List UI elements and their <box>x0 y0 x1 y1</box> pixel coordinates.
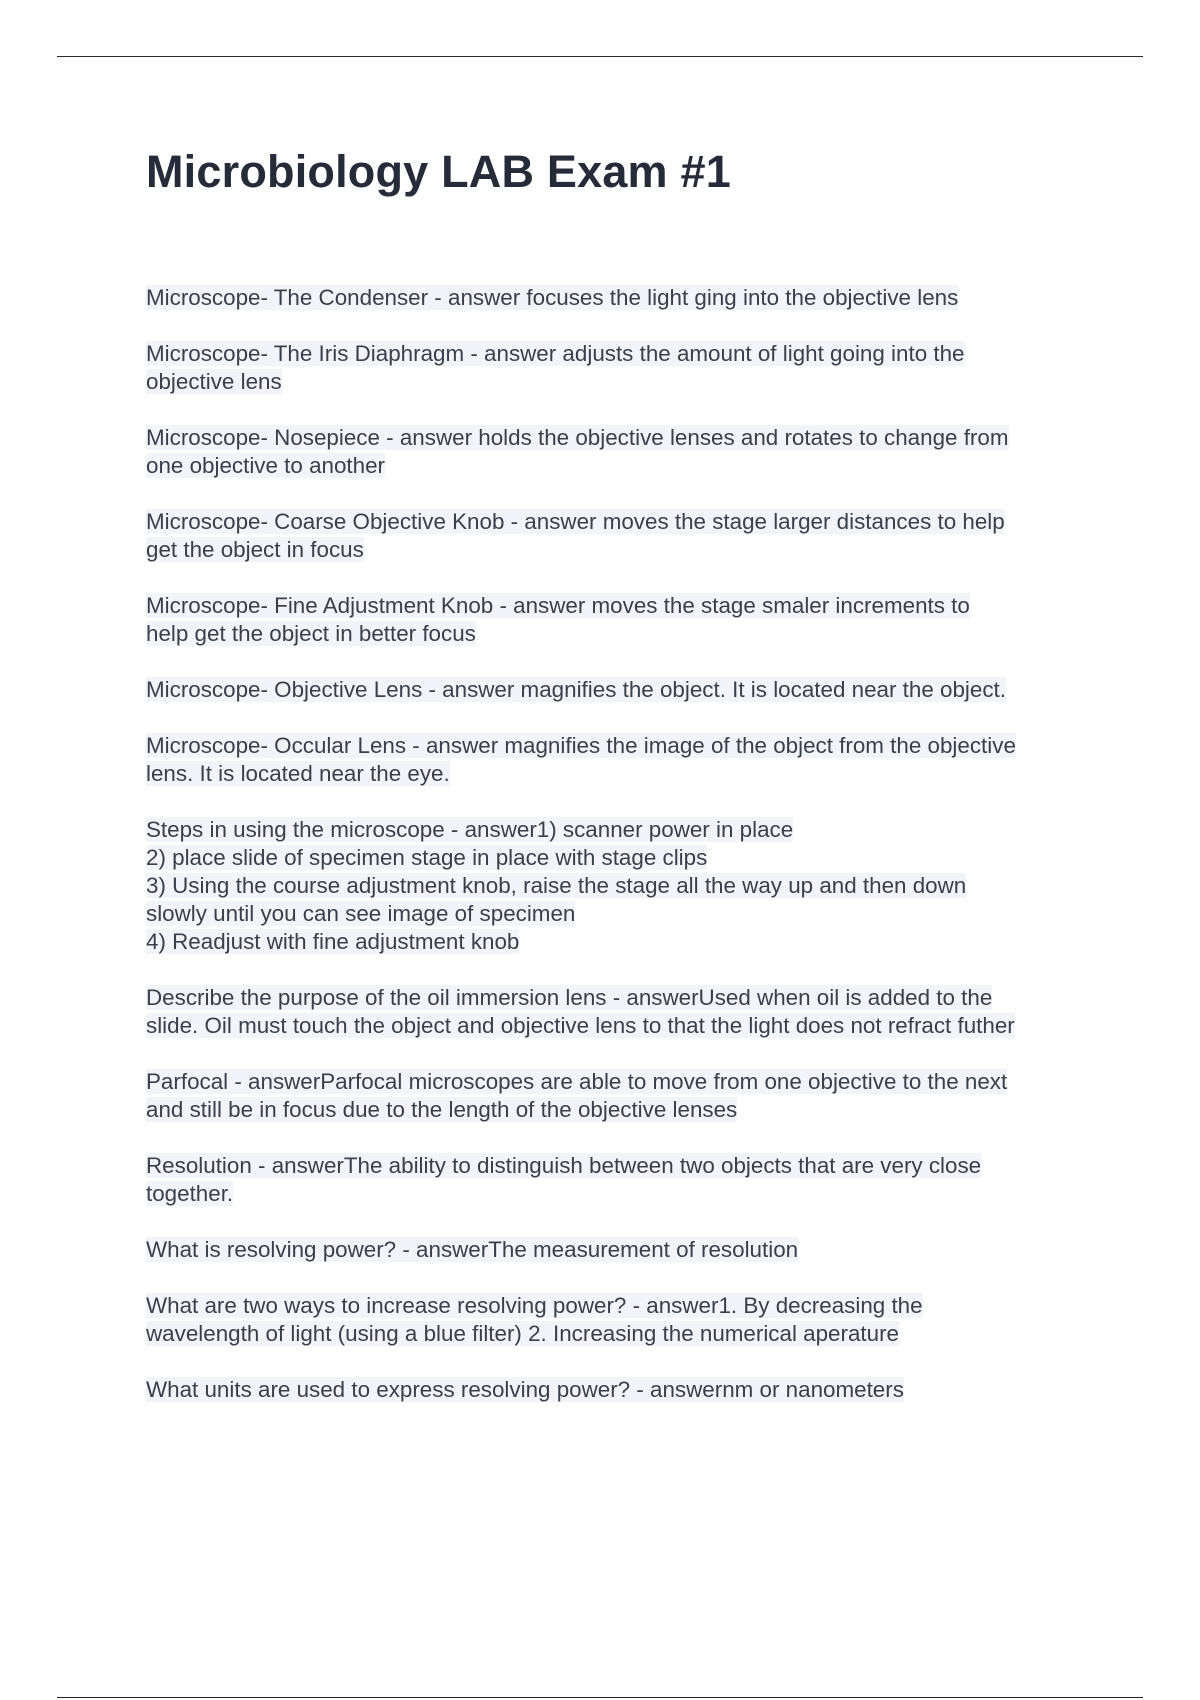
flashcard-entry <box>146 1376 1086 1404</box>
entry-text: slowly until you can see image of specimen <box>146 901 576 926</box>
entry-line <box>146 536 1086 564</box>
entry-text: one objective to another <box>146 453 386 478</box>
flashcard-entry <box>146 1292 1086 1348</box>
entry-line <box>146 1012 1086 1040</box>
entry-line <box>146 1096 1086 1124</box>
entry-line <box>146 760 1086 788</box>
entry-line <box>146 452 1086 480</box>
entry-line <box>146 508 1086 536</box>
entry-text: Resolution - answerThe ability to distinguish between two objects that are very close <box>146 1153 982 1178</box>
entry-text: objective lens <box>146 369 282 394</box>
entry-line <box>146 1236 1086 1264</box>
entry-text: and still be in focus due to the length of the objective lenses <box>146 1097 738 1122</box>
entry-text: What is resolving power? - answerThe measurement of resolution <box>146 1237 799 1262</box>
flashcard-entry <box>146 508 1086 564</box>
entry-line <box>146 676 1086 704</box>
flashcard-entry <box>146 1068 1086 1124</box>
entry-text: 3) Using the course adjustment knob, raise the stage all the way up and then down <box>146 873 967 898</box>
entry-line <box>146 1376 1086 1404</box>
entry-text: slide. Oil must touch the object and objective lens to that the light does not refract futher <box>146 1013 1015 1038</box>
entry-line <box>146 620 1086 648</box>
entry-text: Describe the purpose of the oil immersion lens - answerUsed when oil is added to the <box>146 985 993 1010</box>
entry-text: Microscope- Nosepiece - answer holds the objective lenses and rotates to change from <box>146 425 1009 450</box>
flashcard-entry <box>146 424 1086 480</box>
entry-text: wavelength of light (using a blue filter) 2. Increasing the numerical aperature <box>146 1321 899 1346</box>
flashcard-entry <box>146 676 1086 704</box>
page-title: Microbiology LAB Exam #1 <box>146 146 731 197</box>
flashcard-entry <box>146 592 1086 648</box>
top-rule <box>57 56 1143 57</box>
entry-line <box>146 424 1086 452</box>
entry-line <box>146 984 1086 1012</box>
entry-text: What units are used to express resolving power? - answernm or nanometers <box>146 1377 904 1402</box>
entry-text: Microscope- The Iris Diaphragm - answer adjusts the amount of light going into the <box>146 341 965 366</box>
entry-line <box>146 1180 1086 1208</box>
entry-line <box>146 900 1086 928</box>
entry-text: Microscope- Fine Adjustment Knob - answer moves the stage smaler increments to <box>146 593 970 618</box>
entry-text: Microscope- The Condenser - answer focuses the light ging into the objective lens <box>146 285 959 310</box>
flashcard-entry <box>146 1152 1086 1208</box>
entry-line <box>146 592 1086 620</box>
entry-text: Parfocal - answerParfocal microscopes are able to move from one objective to the next <box>146 1069 1008 1094</box>
entry-text: together. <box>146 1181 234 1206</box>
flashcard-entry <box>146 732 1086 788</box>
flashcard-entry <box>146 1236 1086 1264</box>
entry-line <box>146 928 1086 956</box>
flashcard-entry <box>146 284 1086 312</box>
flashcard-entry <box>146 984 1086 1040</box>
entry-line <box>146 340 1086 368</box>
entry-line <box>146 872 1086 900</box>
entry-line <box>146 1068 1086 1096</box>
entry-line <box>146 816 1086 844</box>
entry-line <box>146 368 1086 396</box>
flashcard-entry <box>146 340 1086 396</box>
entry-line <box>146 1320 1086 1348</box>
entry-text: What are two ways to increase resolving power? - answer1. By decreasing the <box>146 1293 923 1318</box>
entry-text: Steps in using the microscope - answer1) scanner power in place <box>146 817 794 842</box>
entry-text: Microscope- Objective Lens - answer magnifies the object. It is located near the object. <box>146 677 1006 702</box>
entry-text: Microscope- Occular Lens - answer magnifies the image of the object from the objective <box>146 733 1016 758</box>
flashcard-entry <box>146 816 1086 956</box>
entry-line <box>146 1152 1086 1180</box>
entry-text: 2) place slide of specimen stage in place with stage clips <box>146 845 708 870</box>
entry-line <box>146 732 1086 760</box>
entry-text: help get the object in better focus <box>146 621 476 646</box>
entry-line <box>146 844 1086 872</box>
entry-text: 4) Readjust with fine adjustment knob <box>146 929 520 954</box>
entry-text: get the object in focus <box>146 537 364 562</box>
bottom-rule <box>57 1697 1143 1698</box>
entry-text: Microscope- Coarse Objective Knob - answer moves the stage larger distances to help <box>146 509 1005 534</box>
flashcard-list <box>146 284 1086 1432</box>
entry-text: lens. It is located near the eye. <box>146 761 450 786</box>
entry-line <box>146 1292 1086 1320</box>
entry-line <box>146 284 1086 312</box>
